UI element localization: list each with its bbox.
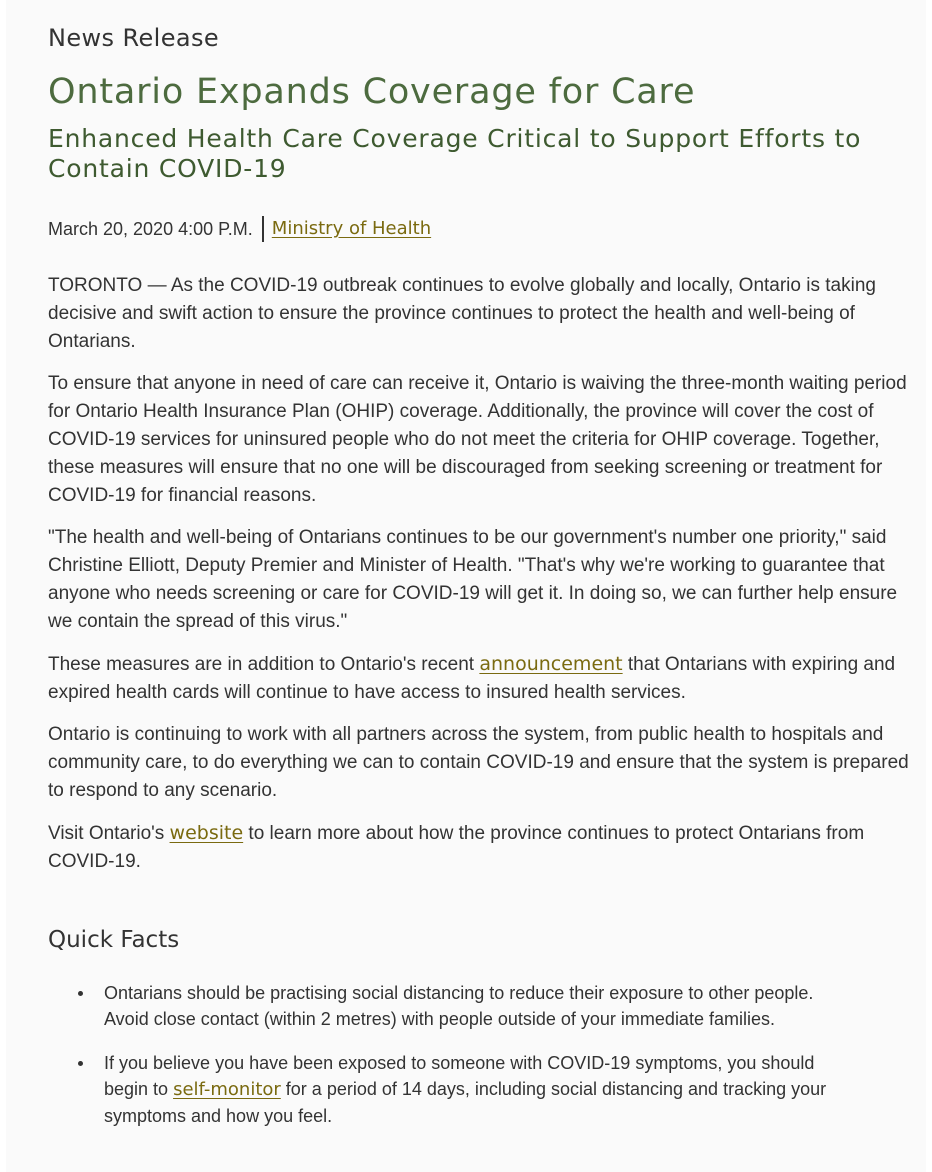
paragraph-partners: Ontario is continuing to work with all partners across the system, from public health to hospitals and community care, to do everything we can to contain COVID-19 and ensure that the system is prepared to respond to any scenario. (48, 724, 909, 801)
announcement-link[interactable]: announcement (479, 653, 623, 675)
quick-fact-text-before: If you believe you have been exposed to someone with COVID-19 symptoms, you should begin to (104, 1053, 815, 1099)
paragraph-website-text-before: Visit Ontario's (48, 823, 170, 844)
meta-divider (262, 216, 264, 242)
release-meta (48, 216, 910, 242)
release-date: March 20, 2020 4:00 P.M. (48, 219, 253, 239)
paragraph-quote: "The health and well-being of Ontarians continues to be our government's number one priority," said Christine Elliott, Deputy Premier and Minister of Health. "That's why we're working to guarantee that anyone who needs screening or care for COVID-19 will get it. In doing so, we can further help ensure we contain the spread of this virus." (48, 527, 898, 632)
page (6, 0, 926, 1172)
quick-facts-heading: Quick Facts (48, 927, 180, 953)
quick-facts-list (48, 980, 910, 1129)
paragraph-website (48, 819, 910, 876)
news-release-content (48, 0, 910, 1147)
paragraph-announcement-text-after: that Ontarians with expiring and expired health cards will continue to have access to insured health services. (48, 654, 896, 703)
quick-fact-text: Ontarians should be practising social distancing to reduce their exposure to other people. Avoid close contact (within 2 metres) with people outside of your immediate families. (104, 983, 814, 1029)
paragraph-intro: TORONTO — As the COVID-19 outbreak continues to evolve globally and locally, Ontario is taking decisive and swift action to ensure the province continues to protect the health and well-being of Ontarians. (48, 275, 876, 352)
page-title: Ontario Expands Coverage for Care (48, 72, 696, 112)
self-monitor-link[interactable]: self-monitor (173, 1079, 281, 1100)
paragraph-website-text-after: to learn more about how the province continues to protect Ontarians from COVID-19. (48, 823, 865, 872)
ministry-link[interactable]: Ministry of Health (271, 218, 432, 239)
paragraph-announcement (48, 650, 910, 707)
eyebrow-label: News Release (48, 24, 220, 52)
bullet-icon (78, 1061, 83, 1066)
website-link[interactable]: website (169, 822, 244, 844)
paragraph-announcement-text-before: These measures are in addition to Ontario's recent (48, 654, 480, 675)
paragraph-ohip: To ensure that anyone in need of care can receive it, Ontario is waiving the three-month waiting period for Ontario Health Insurance Plan (OHIP) coverage. Additionally, the province will cover the cost of COVID-19 services for uninsured people who do not meet the criteria for OHIP coverage. Together, these measures will ensure that no one will be discouraged from seeking screening or treatment for COVID-19 for financial reasons. (48, 373, 907, 506)
list-item (104, 980, 910, 1032)
release-body (48, 272, 910, 876)
page-subtitle: Enhanced Health Care Coverage Critical to Support Efforts to Contain COVID-19 (48, 124, 862, 183)
quick-fact-text-after: for a period of 14 days, including social distancing and tracking your symptoms and how you feel. (104, 1079, 827, 1126)
list-item (104, 1050, 910, 1129)
bullet-icon (78, 991, 83, 996)
